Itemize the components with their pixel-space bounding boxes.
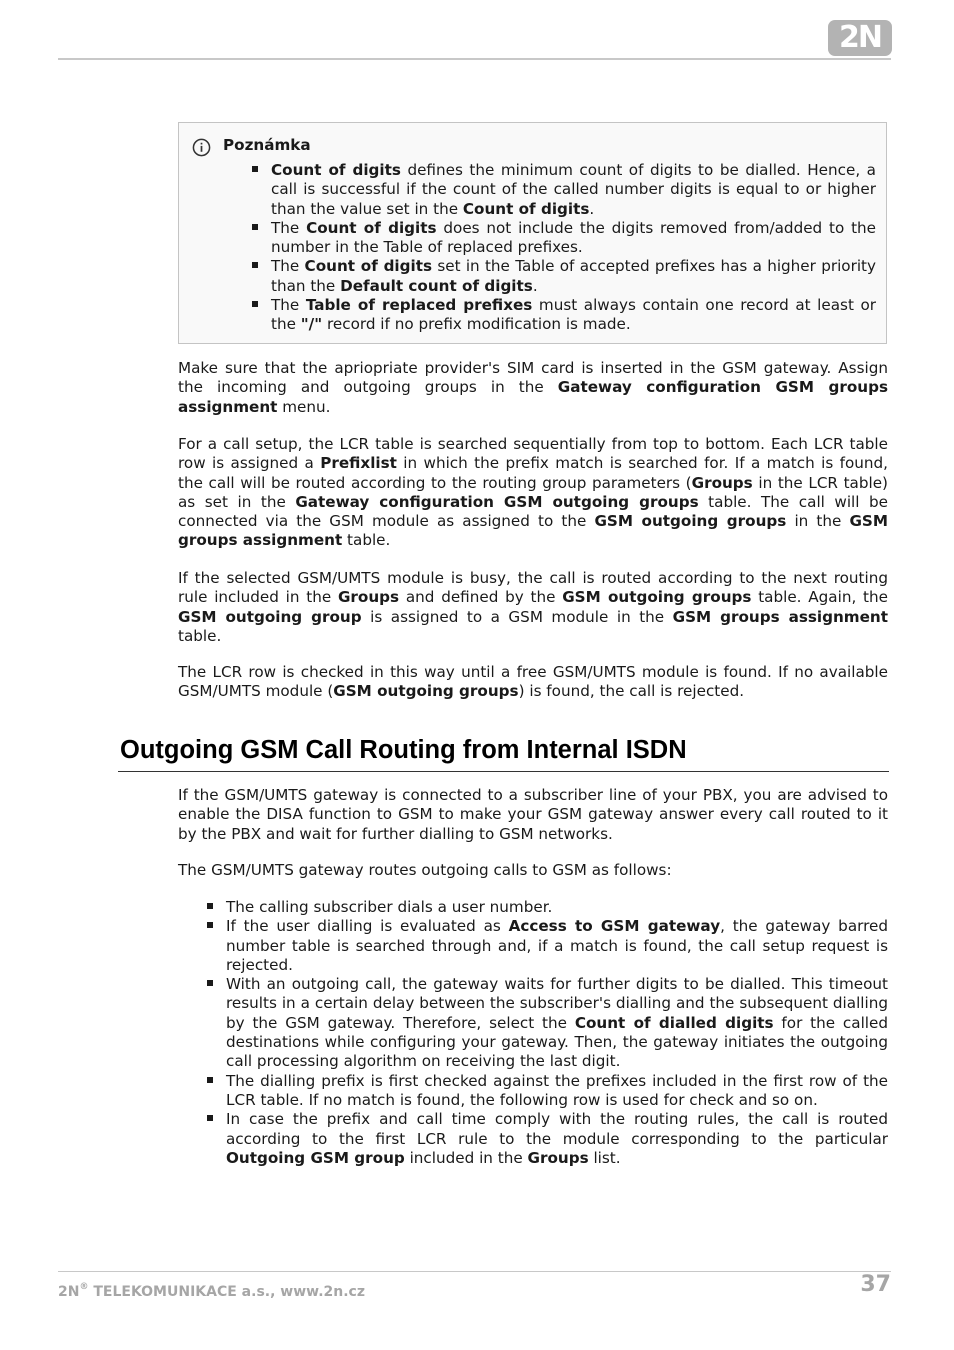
section-heading-rule [118, 771, 889, 772]
paragraph-sim-card: Make sure that the apriopriate provider's SIM card is inserted in the GSM gateway. Assign the incoming and outgoing groups in the Gateway configuration GSM groups assignment menu. [178, 359, 889, 416]
note-box [178, 122, 887, 344]
page-number: 37 [860, 1272, 891, 1297]
footer-company: 2N® TELEKOMUNIKACE a.s., www.2n.cz [58, 1282, 365, 1300]
list-item: The calling subscriber dials a user number. [226, 898, 888, 917]
routing-steps-list [226, 898, 888, 1168]
note-item: The Count of digits does not include the digits removed from/added to the number in the Table of replaced prefixes. [271, 218, 876, 257]
note-title: Poznámka [223, 136, 311, 154]
info-icon [192, 138, 211, 157]
footer-rule [58, 1271, 891, 1272]
paragraph-disa: If the GSM/UMTS gateway is connected to a subscriber line of your PBX, you are advised to enable the DISA function to GSM to make your GSM gateway answer every call routed to it by the PBX and wait for further dialling to GSM networks. [178, 786, 888, 843]
list-item: If the user dialling is evaluated as Access to GSM gateway, the gateway barred number table is searched through and, if a match is found, the call setup request is rejected. [226, 917, 888, 974]
note-item: The Count of digits set in the Table of accepted prefixes has a higher priority than the Default count of digits. [271, 257, 876, 295]
note-item: The Table of replaced prefixes must always contain one record at least or the "/" record if no prefix modification is made. [271, 296, 877, 334]
paragraph-lcr-row-check: The LCR row is checked in this way until a free GSM/UMTS module is found. If no available GSM/UMTS module (GSM outgoing groups) is found, the call is rejected. [178, 663, 888, 701]
list-item: With an outgoing call, the gateway waits for further digits to be dialled. This timeout results in a certain delay between the subscriber's dialling and the subsequent dialling by the GSM gateway. Therefore, select the Count of dialled digits for the called destinations while configuring your gateway. Then, the gateway initiates the outgoing call processing algorithm on receiving the last digit. [226, 975, 888, 1071]
paragraph-lcr-search: For a call setup, the LCR table is searched sequentially from top to bottom. Each LCR table row is assigned a Prefixlist in which the prefix match is searched for. If a match is found, the call will be routed according to the routing group parameters (Groups in the LCR table) as set in the Gateway configuration GSM outgoing groups table. The call will be connected via the GSM module as assigned to the GSM outgoing groups in the GSM groups assignment table. [178, 435, 889, 550]
list-item: In case the prefix and call time comply with the routing rules, the call is routed according to the first LCR rule to the module corresponding to the particular Outgoing GSM group included in the Groups list. [226, 1110, 888, 1167]
company-logo: 2N [828, 20, 892, 56]
paragraph-routing-intro: The GSM/UMTS gateway routes outgoing calls to GSM as follows: [178, 861, 672, 879]
section-heading: Outgoing GSM Call Routing from Internal ISDN [120, 736, 687, 764]
note-list [271, 161, 876, 335]
header-rule [58, 58, 891, 60]
note-item: Count of digits defines the minimum count of digits to be dialled. Hence, a call is successful if the count of the called number digits is equal to or higher than the value set in the Count of digits. [271, 161, 876, 218]
paragraph-module-busy: If the selected GSM/UMTS module is busy, the call is routed according to the next routing rule included in the Groups and defined by the GSM outgoing groups table. Again, the GSM outgoing group is assigned to a GSM module in the GSM groups assignment table. [178, 569, 888, 645]
list-item: The dialling prefix is first checked against the prefixes included in the first row of the LCR table. If no match is found, the following row is used for check and so on. [226, 1071, 888, 1109]
